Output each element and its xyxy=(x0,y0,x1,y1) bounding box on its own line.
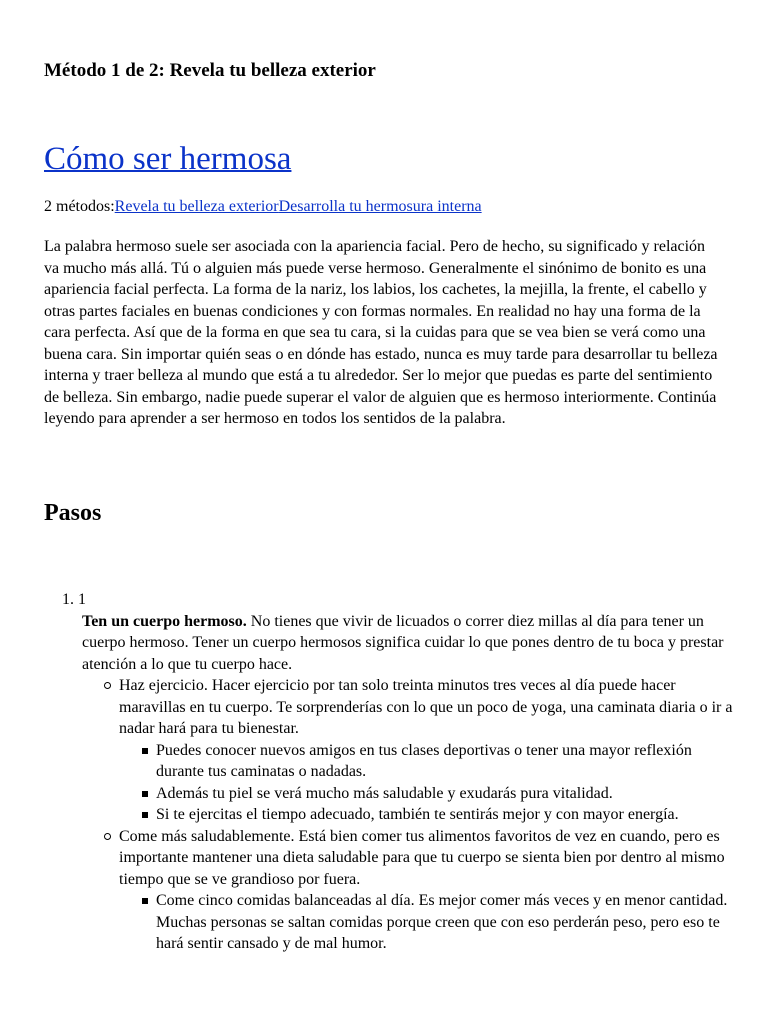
steps-list xyxy=(44,589,734,955)
title-link[interactable]: Cómo ser hermosa xyxy=(44,141,292,177)
tip-detail: Si te ejercitas el tiempo adecuado, también te sentirás mejor y con mayor energía. xyxy=(119,804,734,826)
step-body xyxy=(82,611,734,676)
step-item xyxy=(44,589,734,955)
step-marker: 1. xyxy=(62,591,74,608)
tip-detail: Come cinco comidas balanceadas al día. Es mejor comer más veces y en menor cantidad. Muchas personas se saltan comidas porque creen que con eso perderán peso, pero eso te hará sentir cansado y de mal humor. xyxy=(119,890,734,955)
steps-heading: Pasos xyxy=(44,500,102,526)
step-number xyxy=(44,589,734,611)
methods-prefix: 2 métodos: xyxy=(44,198,115,215)
tip-item xyxy=(82,675,734,826)
tip-details-list xyxy=(119,890,734,955)
tip-detail: Puedes conocer nuevos amigos en tus clases deportivas o tener una mayor reflexión durante tus caminatas o nadadas. xyxy=(119,740,734,783)
step-lead: Ten un cuerpo hermoso. xyxy=(82,612,247,630)
methods-nav xyxy=(44,196,482,218)
step-text: No tienes que vivir de licuados o correr diez millas al día para tener un cuerpo hermoso. Tener un cuerpo hermosos significa cuidar lo que pones dentro de tu boca y prestar atención a lo que tu cuerpo hace. xyxy=(82,612,724,673)
tip-item xyxy=(82,826,734,955)
method-heading: Método 1 de 2: Revela tu belleza exterior xyxy=(44,60,376,81)
tip-detail: Además tu piel se verá mucho más saludable y exudarás pura vitalidad. xyxy=(119,783,734,805)
tips-list xyxy=(44,675,734,955)
tip-text: Come más saludablemente. Está bien comer tus alimentos favoritos de vez en cuando, pero es importante mantener una dieta saludable para que tu cuerpo se sienta bien por dentro al mismo tiempo que se ve grandioso por fuera. xyxy=(119,827,725,888)
tip-text: Haz ejercicio. Hacer ejercicio por tan solo treinta minutos tres veces al día puede hacer maravillas en tu cuerpo. Te sorprenderías con lo que un poco de yoga, una caminata diaria o ir a nadar hará para tu bienestar. xyxy=(119,677,733,737)
step-index: 1 xyxy=(78,591,86,608)
intro-paragraph: La palabra hermoso suele ser asociada con la apariencia facial. Pero de hecho, su significado y relación va mucho más allá. Tú o alguien más puede verse hermoso. Generalmente el sinónimo de bonito es una apariencia facial perfecta. La forma de la nariz, los labios, los cachetes, la mejilla, la frente, el cabello y otras partes faciales en buenas condiciones y con formas normales. En realidad no hay una forma de la cara perfecta. Así que de la forma en que sea tu cara, si la cuidas para que se vea bien se verá como una buena cara. Sin importar quién seas o en dónde has estado, nunca es muy tarde para desarrollar tu belleza interna y traer belleza al mundo que está a tu alrededor. Ser lo mejor que puedas es parte del sentimiento de belleza. Sin embargo, nadie puede superar el valor de alguien que es hermoso interiormente. Continúa leyendo para aprender a ser hermoso en todos los sentidos de la palabra. xyxy=(44,238,718,427)
tip-details-list xyxy=(119,740,734,826)
method-link-interior[interactable]: Desarrolla tu hermosura interna xyxy=(278,198,482,215)
method-link-exterior[interactable]: Revela tu belleza exterior xyxy=(114,198,279,215)
page-title xyxy=(44,138,291,180)
